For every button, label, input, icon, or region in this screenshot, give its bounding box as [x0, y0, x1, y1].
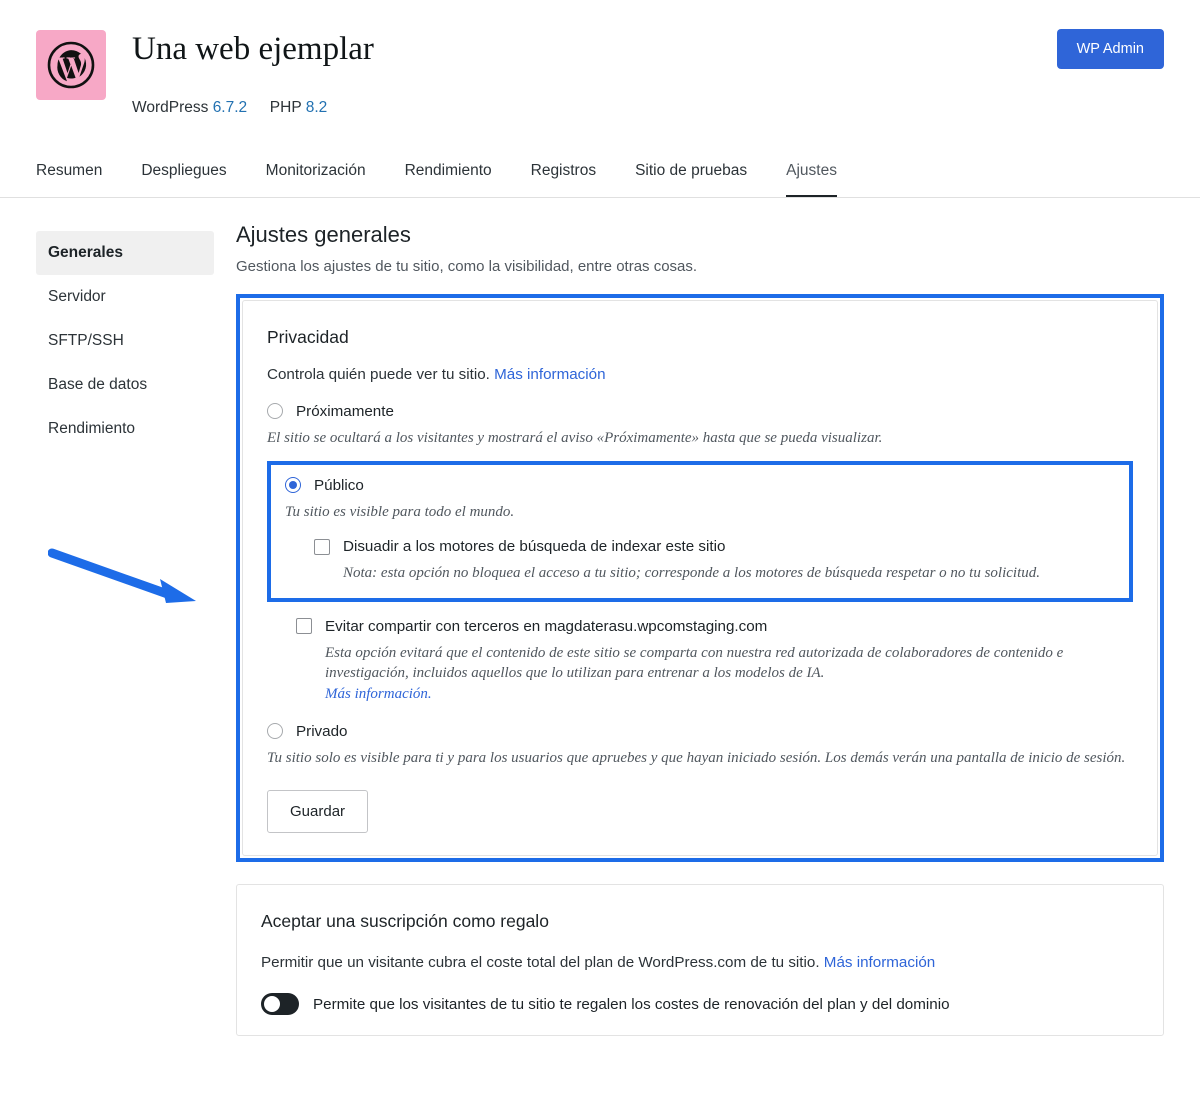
tab-resumen[interactable]: Resumen	[36, 161, 103, 179]
section-subtitle: Gestiona los ajustes de tu sitio, como la visibilidad, entre otras cosas.	[236, 257, 698, 275]
sidebar-item-sftp-ssh[interactable]: SFTP/SSH	[48, 331, 124, 349]
public-option-highlight	[267, 461, 1133, 602]
wordpress-version: 6.7.2	[212, 98, 248, 116]
gift-more-info-link[interactable]: Más información	[823, 954, 936, 972]
option-coming-soon-label: Próximamente	[296, 402, 394, 420]
checkbox-third-party-help-text: Esta opción evitará que el contenido de este sitio se comparta con nuestra red autorizada de colaboradores de contenido e investigación, incluidos aquellos que lo utilizan para entrenar a los modelos de IA.	[325, 644, 1064, 682]
privacy-title: Privacidad	[267, 326, 349, 347]
radio-coming-soon[interactable]	[267, 403, 283, 419]
privacy-card	[242, 300, 1158, 857]
content-area	[0, 198, 1200, 1037]
page-title: Una web ejemplar	[132, 31, 374, 67]
privacy-more-info-link[interactable]: Más información	[494, 365, 606, 383]
save-button[interactable]: Guardar	[267, 790, 368, 833]
privacy-card-highlight	[236, 294, 1164, 863]
tab-sitio-de-pruebas[interactable]: Sitio de pruebas	[635, 161, 748, 179]
site-meta	[132, 99, 374, 117]
checkbox-third-party-label: Evitar compartir con terceros en magdaterasu.wpcomstaging.com	[325, 617, 768, 635]
privacy-description	[267, 366, 1133, 383]
checkbox-third-party-help	[325, 643, 1133, 705]
gift-description-text: Permitir que un visitante cubra el coste total del plan de WordPress.com de tu sitio.	[261, 954, 820, 972]
third-party-more-info-link[interactable]: Más información.	[325, 686, 432, 703]
option-private-help: Tu sitio solo es visible para ti y para los usuarios que apruebes y que hayan iniciado sesión. Los demás verán una pantalla de inicio de sesión.	[267, 749, 1126, 766]
privacy-description-text: Controla quién puede ver tu sitio.	[267, 365, 490, 383]
checkbox-discourage-search-engines[interactable]	[314, 539, 330, 555]
checkbox-discourage-help: Nota: esta opción no bloquea el acceso a tu sitio; corresponde a los motores de búsqueda respetar o no tu solicitud.	[343, 565, 1041, 582]
main-tabs	[0, 154, 1200, 198]
gift-title: Aceptar una suscripción como regalo	[261, 911, 549, 932]
sidebar-item-rendimiento[interactable]: Rendimiento	[48, 419, 136, 437]
site-header	[0, 0, 1200, 117]
php-label: PHP	[269, 98, 302, 116]
settings-sidebar	[36, 222, 214, 1037]
sidebar-item-servidor[interactable]: Servidor	[48, 287, 106, 305]
option-public-help: Tu sitio es visible para todo el mundo.	[285, 503, 515, 520]
gift-toggle-row[interactable]	[261, 993, 1139, 1015]
wp-admin-button[interactable]: WP Admin	[1057, 29, 1164, 69]
checkbox-row-discourage[interactable]	[285, 538, 1115, 555]
radio-private[interactable]	[267, 723, 283, 739]
option-coming-soon-help: El sitio se ocultará a los visitantes y mostrará el aviso «Próximamente» hasta que se pueda visualizar.	[267, 429, 883, 446]
checkbox-discourage-label: Disuadir a los motores de búsqueda de indexar este sitio	[343, 538, 726, 556]
option-private[interactable]	[267, 723, 1133, 740]
section-title: Ajustes generales	[236, 221, 411, 247]
option-public[interactable]	[285, 477, 1115, 494]
php-version: 8.2	[305, 98, 328, 116]
sidebar-item-generales[interactable]: Generales	[36, 231, 214, 275]
option-private-label: Privado	[296, 722, 348, 740]
gift-subscription-card	[236, 884, 1164, 1036]
tab-rendimiento[interactable]: Rendimiento	[404, 161, 492, 179]
tab-ajustes[interactable]: Ajustes	[786, 154, 837, 197]
gift-description	[261, 954, 1139, 971]
tab-monitorizacion[interactable]: Monitorización	[265, 161, 366, 179]
settings-main	[214, 222, 1164, 1037]
checkbox-row-third-party[interactable]	[267, 618, 1133, 635]
sidebar-item-base-de-datos[interactable]: Base de datos	[48, 375, 148, 393]
gift-toggle[interactable]	[261, 993, 299, 1015]
wordpress-logo-icon	[36, 30, 106, 100]
option-public-label: Público	[314, 476, 364, 494]
radio-public[interactable]	[285, 477, 301, 493]
option-coming-soon[interactable]	[267, 403, 1133, 420]
header-text-block	[132, 28, 374, 117]
checkbox-avoid-third-party-sharing[interactable]	[296, 618, 312, 634]
wordpress-label: WordPress	[132, 98, 209, 116]
tab-registros[interactable]: Registros	[530, 161, 597, 179]
tab-despliegues[interactable]: Despliegues	[141, 161, 227, 179]
gift-toggle-label: Permite que los visitantes de tu sitio te regalen los costes de renovación del plan y del dominio	[313, 995, 950, 1013]
